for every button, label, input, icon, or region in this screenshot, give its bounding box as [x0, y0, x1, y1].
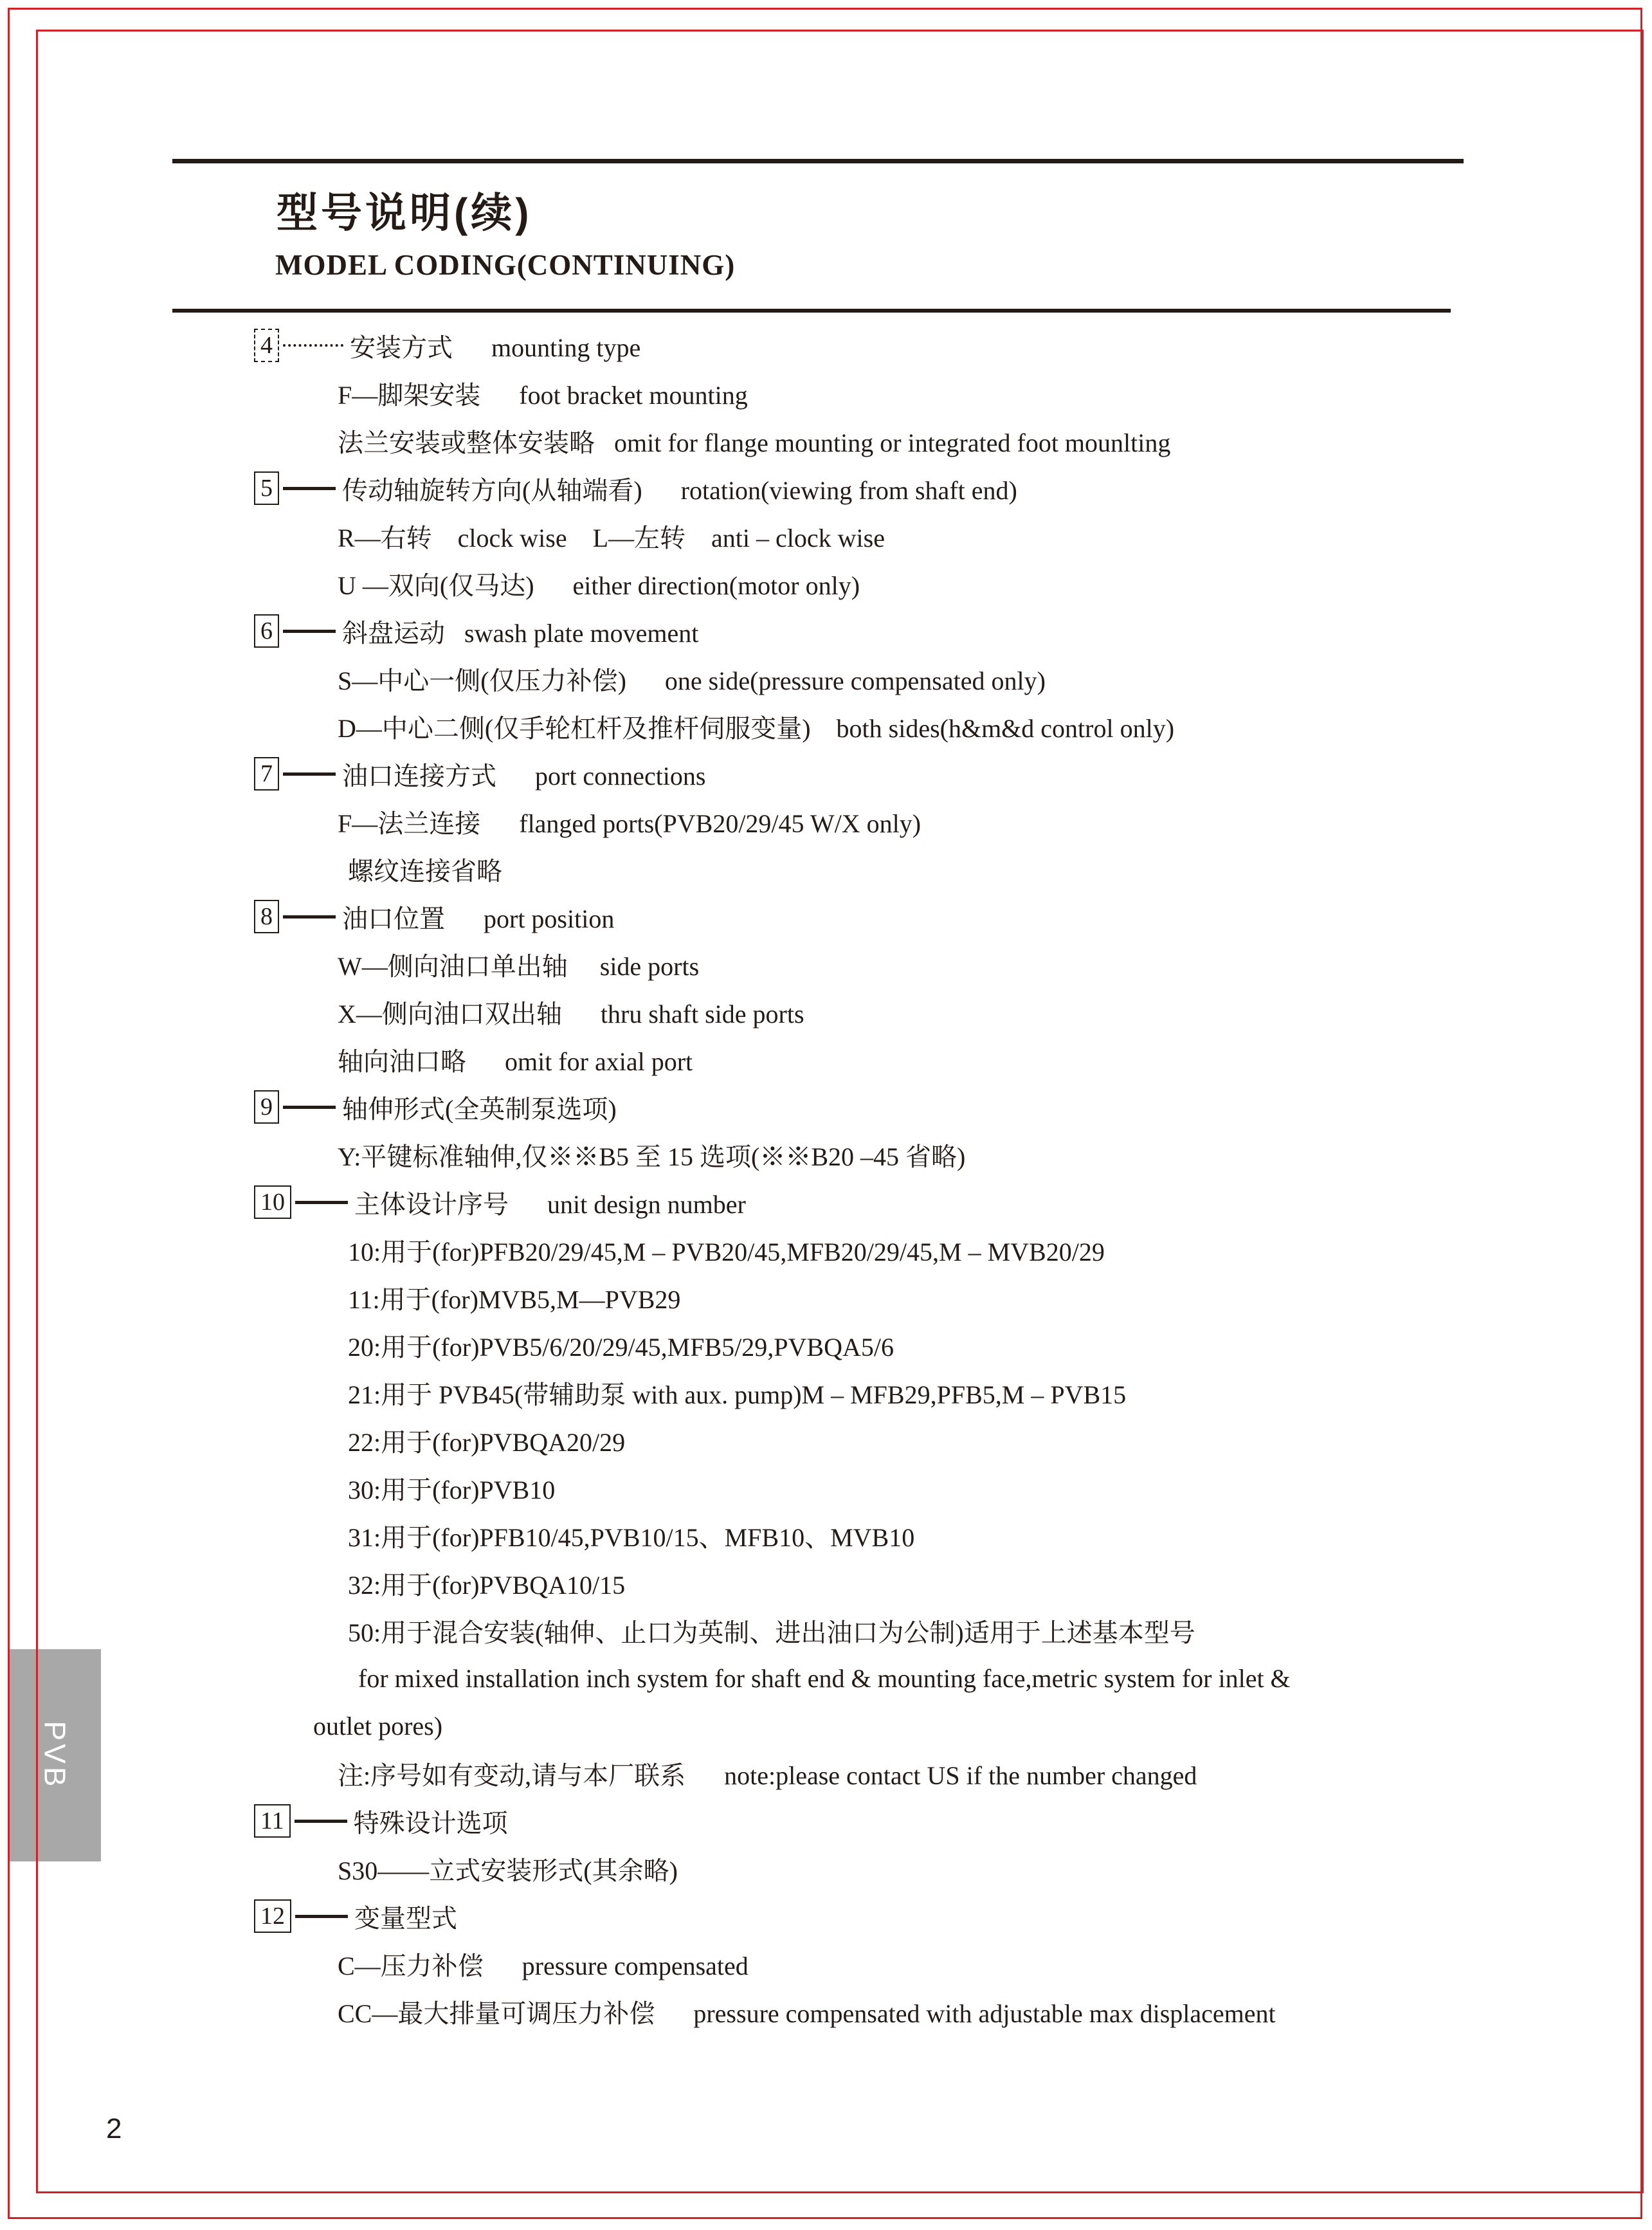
- item-line: R—右转 clock wise L—左转 anti – clock wise: [338, 523, 885, 553]
- header-rule-bottom: [172, 309, 1451, 313]
- item-line: 法兰安装或整体安装略 omit for flange mounting or integrated foot mounlting: [338, 428, 1171, 457]
- item-number-box: 10: [254, 1185, 291, 1219]
- item-line: 20:用于(for)PVB5/6/20/29/45,MFB5/29,PVBQA5/6: [348, 1332, 894, 1362]
- connector-line: [283, 915, 336, 919]
- connector-line: [283, 344, 343, 347]
- item-head: [254, 607, 1598, 655]
- item-line: W—侧向油口单出轴 side ports: [338, 951, 700, 981]
- item-head: [254, 1892, 1598, 1940]
- item-line: 轴向油口略 omit for axial port: [338, 1046, 693, 1076]
- item-head-text: 特殊设计选项: [353, 1808, 508, 1838]
- connector-line: [295, 1820, 347, 1823]
- item-number-box: 4: [254, 329, 279, 362]
- connector-line: [295, 1915, 348, 1918]
- item-line: outlet pores): [313, 1711, 443, 1741]
- page-title-chinese: 型号说明(续): [277, 190, 532, 236]
- page-number: 2: [106, 2113, 122, 2144]
- item-line: D—中心二侧(仅手轮杠杆及推杆伺服变量) both sides(h&m&d control only): [338, 713, 1175, 743]
- item-line: U —双向(仅马达) either direction(motor only): [338, 571, 860, 600]
- item-line: F—脚架安装 foot bracket mounting: [338, 380, 748, 410]
- item-number-box: 12: [254, 1899, 291, 1933]
- item-9-shaft-extension: [254, 1083, 1598, 1178]
- item-head-text: 轴伸形式(全英制泵选项): [342, 1094, 617, 1124]
- item-line: Y:平键标准轴伸,仅※※B5 至 15 选项(※※B20 –45 省略): [338, 1142, 966, 1171]
- item-12-variable-type: [254, 1892, 1598, 2035]
- item-head-text: 传动轴旋转方向(从轴端看) rotation(viewing from shaft end): [342, 475, 1017, 505]
- item-5-rotation: [254, 464, 1598, 607]
- item-head-text: 主体设计序号 unit design number: [354, 1189, 746, 1219]
- model-coding-list: [254, 322, 1598, 2035]
- connector-line: [295, 1201, 348, 1204]
- item-line: F—法兰连接 flanged ports(PVB20/29/45 W/X only): [338, 809, 921, 838]
- item-line: S—中心一侧(仅压力补偿) one side(pressure compensated only): [338, 666, 1046, 695]
- item-line: X—侧向油口双出轴 thru shaft side ports: [338, 999, 804, 1028]
- item-number-box: 11: [254, 1804, 291, 1838]
- page-title-english: MODEL CODING(CONTINUING): [275, 249, 736, 281]
- item-head-text: 油口连接方式 port connections: [342, 761, 706, 791]
- item-line: C—压力补偿 pressure compensated: [338, 1951, 749, 1980]
- item-head: [254, 1083, 1598, 1131]
- item-head: [254, 322, 1598, 369]
- item-line: 32:用于(for)PVBQA10/15: [348, 1570, 626, 1600]
- item-head: [254, 1797, 1598, 1845]
- item-line: 30:用于(for)PVB10: [348, 1475, 556, 1504]
- pvb-side-tab-label: PVB: [38, 1721, 72, 1790]
- item-line: 螺纹连接省略: [348, 856, 502, 886]
- item-head-text: 变量型式: [354, 1903, 457, 1933]
- item-number-box: 6: [254, 614, 279, 648]
- pvb-side-tab: [10, 1649, 101, 1861]
- item-number-box: 7: [254, 757, 279, 791]
- item-4-mounting-type: [254, 322, 1598, 464]
- item-head: [254, 1178, 1598, 1226]
- item-line: for mixed installation inch system for shaft end & mounting face,metric system for inlet &: [358, 1663, 1291, 1693]
- connector-line: [283, 487, 336, 490]
- header-rule-top: [172, 159, 1464, 163]
- item-line: 10:用于(for)PFB20/29/45,M – PVB20/45,MFB20/29/45,M – MVB20/29: [348, 1237, 1105, 1266]
- item-head: [254, 464, 1598, 512]
- item-line: S30——立式安装形式(其余略): [338, 1856, 678, 1885]
- connector-line: [283, 630, 336, 633]
- item-number-box: 9: [254, 1090, 279, 1124]
- item-line: 21:用于 PVB45(带辅助泵 with aux. pump)M – MFB29,PFB5,M – PVB15: [348, 1380, 1127, 1409]
- item-head-text: 安装方式 mounting type: [350, 333, 641, 362]
- connector-line: [283, 1106, 336, 1109]
- item-line: 11:用于(for)MVB5,M—PVB29: [348, 1284, 681, 1314]
- item-head-text: 油口位置 port position: [342, 904, 615, 933]
- item-head-text: 斜盘运动 swash plate movement: [342, 618, 699, 648]
- item-number-box: 5: [254, 471, 279, 505]
- item-10-unit-design-number: [254, 1178, 1598, 1797]
- item-line: 50:用于混合安装(轴伸、止口为英制、进出油口为公制)适用于上述基本型号: [348, 1618, 1195, 1647]
- item-11-special-design: [254, 1797, 1598, 1892]
- item-line: CC—最大排量可调压力补偿 pressure compensated with adjustable max displacement: [338, 1998, 1276, 2028]
- item-7-port-connections: [254, 750, 1598, 893]
- item-line: 22:用于(for)PVBQA20/29: [348, 1427, 626, 1457]
- item-line: 31:用于(for)PFB10/45,PVB10/15、MFB10、MVB10: [348, 1522, 915, 1552]
- item-head: [254, 893, 1598, 940]
- item-6-swash-plate: [254, 607, 1598, 750]
- item-number-box: 8: [254, 900, 279, 933]
- item-line: 注:序号如有变动,请与本厂联系 note:please contact US if the number changed: [338, 1760, 1197, 1790]
- connector-line: [283, 772, 336, 776]
- item-head: [254, 750, 1598, 798]
- item-8-port-position: [254, 893, 1598, 1083]
